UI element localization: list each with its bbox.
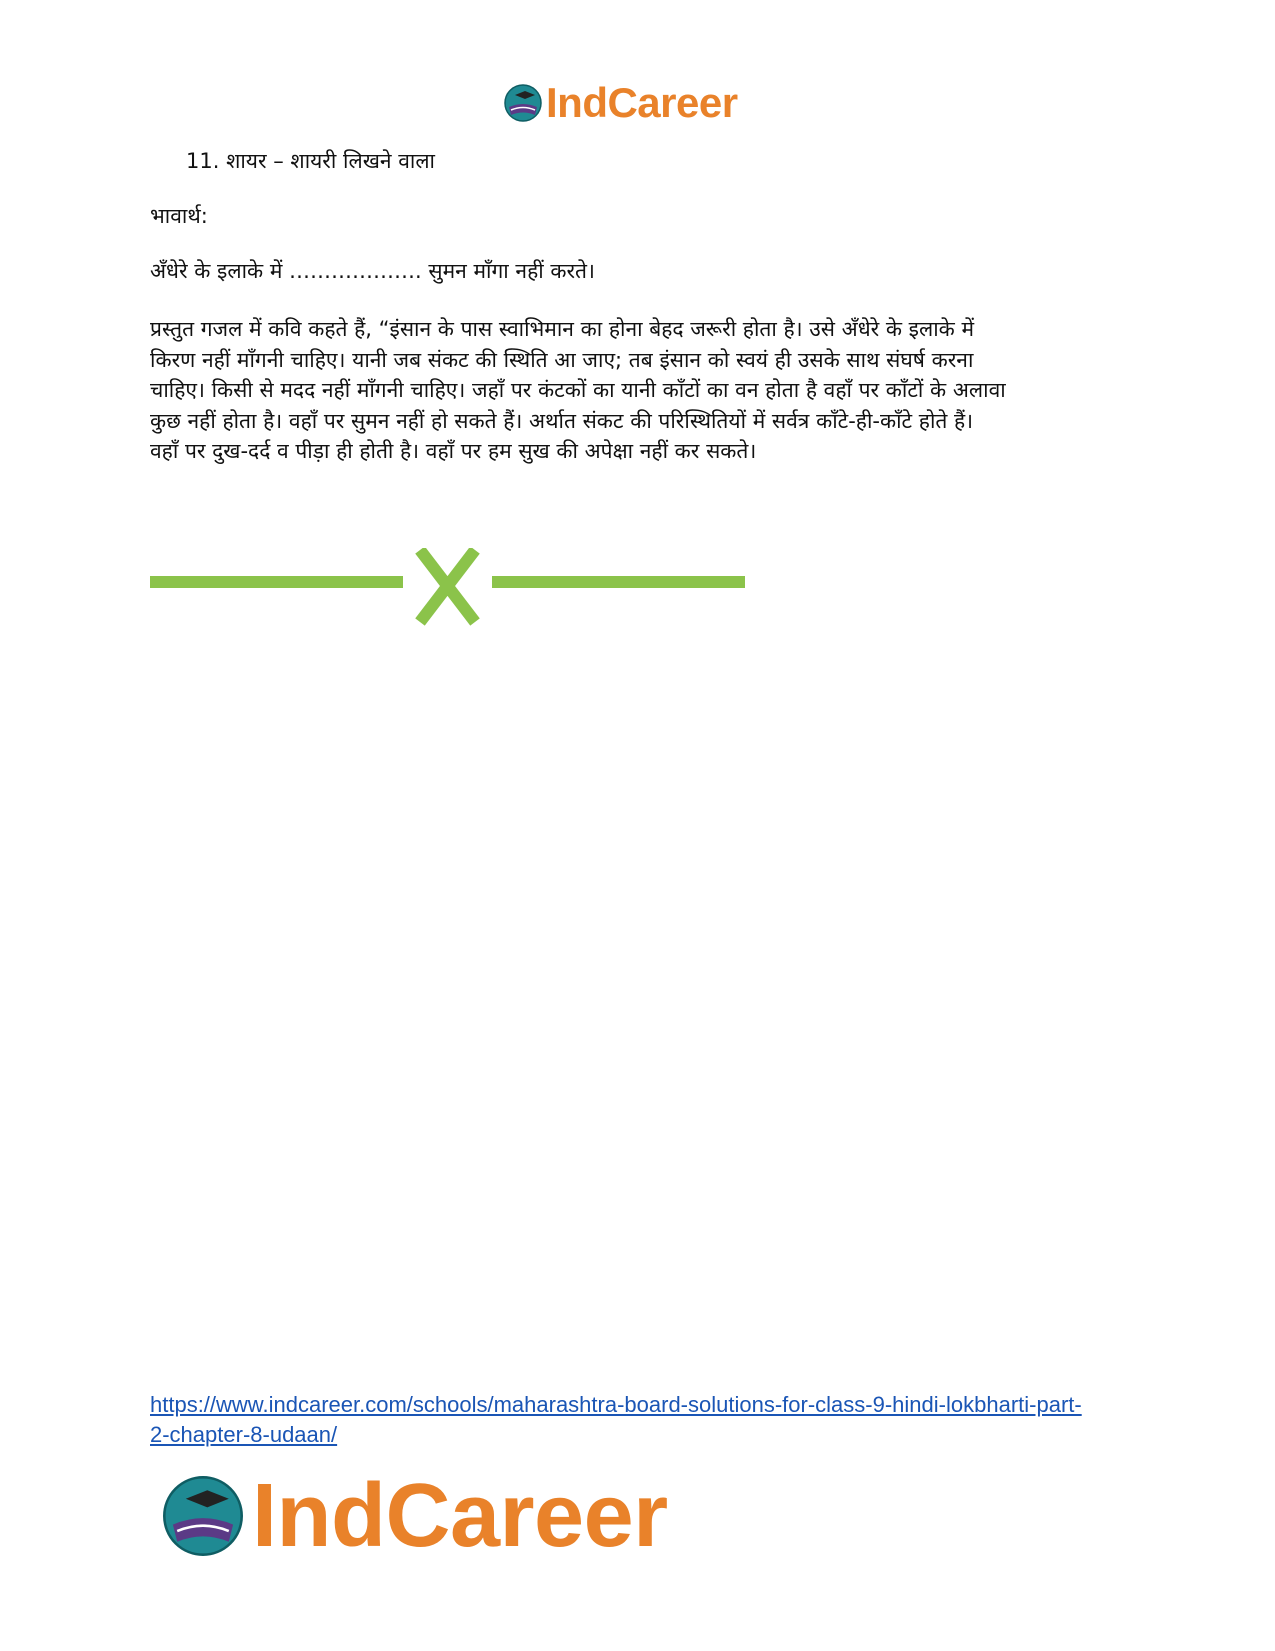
paragraph-line: चाहिए। किसी से मदद नहीं माँगनी चाहिए। जहाँ पर कंटकों का यानी काँटों का वन होता है वहाँ पर काँटों के अलावा (150, 378, 1006, 402)
paragraph-line: प्रस्तुत गजल में कवि कहते हैं, “इंसान के पास स्वाभिमान का होना बेहद जरूरी होता है। उसे अँधेरे के इलाके में (150, 317, 975, 341)
divider-right-bar (492, 576, 745, 588)
header-logo (503, 78, 738, 128)
paragraph-line: वहाँ पर दुख-दर्द व पीड़ा ही होती है। वहाँ पर हम सुख की अपेक्षा नहीं कर सकते। (150, 439, 757, 463)
brand-name: IndCareer (252, 1466, 668, 1566)
item-11-text: 11. शायर – शायरी लिखने वाला (186, 149, 435, 173)
url-line-1: https://www.indcareer.com/schools/maharashtra-board-solutions-for-class-9-hindi-lokbharti-part- (150, 1392, 1082, 1417)
paragraph-line: किरण नहीं माँगनी चाहिए। यानी जब संकट की स्थिति आ जाए; तब इंसान को स्वयं ही उसके साथ संघर्ष करना (150, 347, 974, 372)
footer-logo (160, 1468, 668, 1564)
globe-book-icon (160, 1473, 246, 1559)
bhavarth-heading: भावार्थ: (150, 204, 208, 228)
explanation-paragraph (150, 314, 1135, 467)
decorative-divider (150, 548, 750, 628)
url-line-2: 2-chapter-8-udaan/ (150, 1422, 338, 1447)
globe-book-icon (503, 83, 543, 123)
quote-line: अँधेरे के इलाके में ………………. सुमन माँगा नहीं करते। (150, 259, 595, 283)
brand-name: IndCareer (546, 79, 738, 126)
paragraph-line: कुछ नहीं होता है। वहाँ पर सुमन नहीं हो सकते हैं। अर्थात संकट की परिस्थितियों में सर्वत्र काँटे-ही-काँटे होते हैं। (150, 408, 974, 433)
divider-left-bar (150, 576, 403, 588)
source-url-link[interactable] (150, 1390, 1140, 1450)
